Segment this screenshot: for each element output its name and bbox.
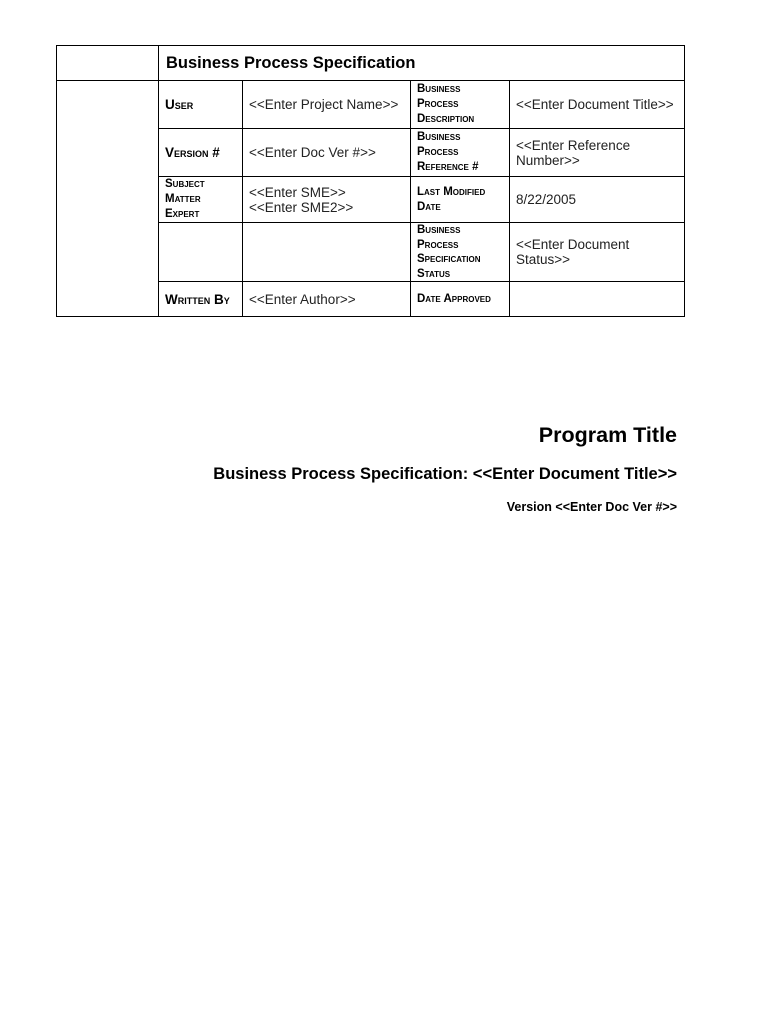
- sme-value[interactable]: [243, 177, 411, 223]
- version-line: Version <<Enter Doc Ver #>>: [506, 500, 677, 514]
- written-by-label: Written By: [159, 282, 243, 317]
- table-row: [57, 81, 685, 129]
- bpss-label: Business Process Specification Status: [411, 223, 510, 282]
- empty-label-cell: [159, 223, 243, 282]
- user-value[interactable]: <<Enter Project Name>>: [243, 81, 411, 129]
- empty-value-cell: [243, 223, 411, 282]
- spec-table: [56, 45, 685, 317]
- bpd-label: Business Process Description: [411, 81, 510, 129]
- sme-value-1: <<Enter SME>>: [249, 184, 346, 200]
- program-title: Program Title: [538, 423, 677, 447]
- logo-cell: [57, 46, 159, 81]
- version-label: Version #: [159, 129, 243, 177]
- user-label: User: [159, 81, 243, 129]
- bpd-value[interactable]: <<Enter Document Title>>: [510, 81, 685, 129]
- sme-label: Subject Matter Expert: [159, 177, 243, 223]
- bpss-value[interactable]: <<Enter Document Status>>: [510, 223, 685, 282]
- date-approved-value[interactable]: [510, 282, 685, 317]
- last-modified-label: Last Modified Date: [411, 177, 510, 223]
- bpr-label: Business Process Reference #: [411, 129, 510, 177]
- date-approved-label: Date Approved: [411, 282, 510, 317]
- last-modified-value[interactable]: 8/22/2005: [510, 177, 685, 223]
- version-value[interactable]: <<Enter Doc Ver #>>: [243, 129, 411, 177]
- side-blank-cell: [57, 81, 159, 317]
- spec-table-title: Business Process Specification: [159, 46, 685, 81]
- bpr-value[interactable]: <<Enter Reference Number>>: [510, 129, 685, 177]
- document-title: Business Process Specification: <<Enter Document Title>>: [213, 465, 677, 483]
- written-by-value[interactable]: <<Enter Author>>: [243, 282, 411, 317]
- table-header-row: [57, 46, 685, 81]
- sme-value-2: <<Enter SME2>>: [249, 199, 354, 215]
